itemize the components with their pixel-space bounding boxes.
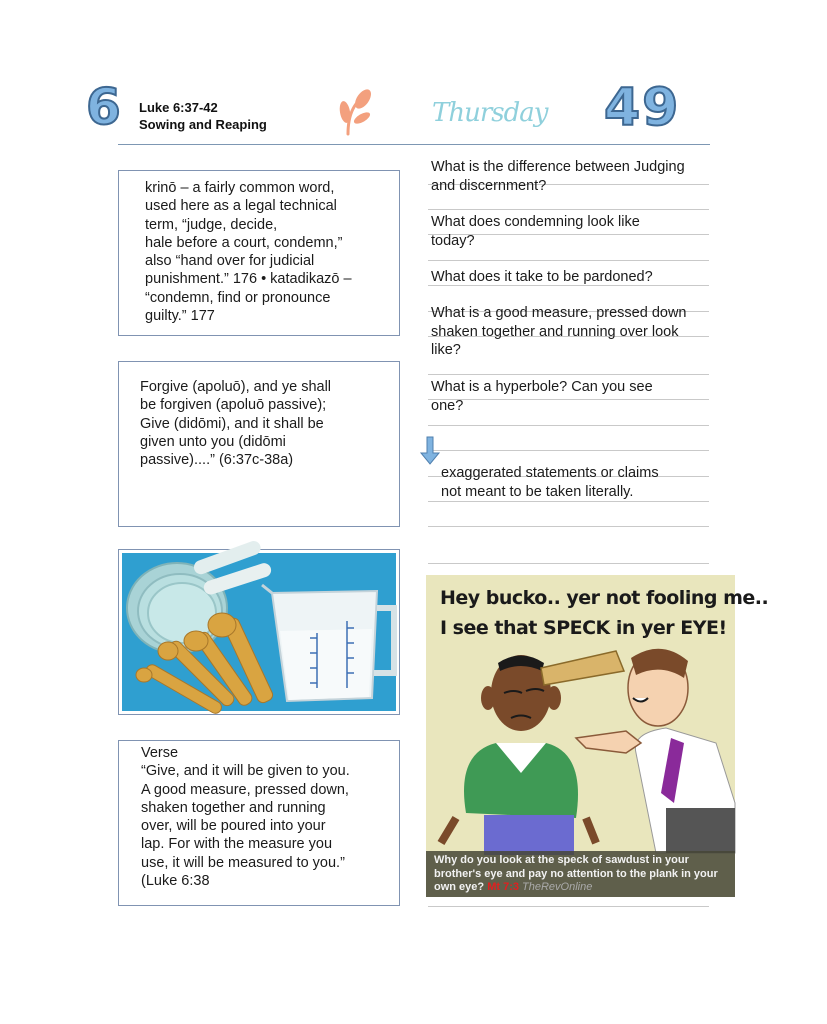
passage-heading (139, 99, 267, 133)
header-divider (118, 144, 710, 145)
day-name: Thursday (432, 98, 548, 128)
hyperbole-answer: exaggerated statements or claims not meant to be taken literally. (441, 465, 659, 500)
word-study-text: krinō – a fairly common word, used here as a legal technical term, “judge, decide, hale before a court, condemn,” also “hand over for judicial punishment.” 176 • katadikazō – “condemn, find or pronounce guilty.” 177 (145, 180, 352, 325)
ruled-line (428, 906, 709, 907)
verse-label: Verse (141, 745, 179, 761)
question-2: What does condemning look like today? (431, 214, 640, 249)
ruled-line (428, 425, 709, 426)
question-5: What is a hyperbole? Can you see one? (431, 379, 653, 414)
speck-plank-cartoon (426, 575, 769, 897)
ruled-line (428, 501, 709, 502)
ruled-line (428, 526, 709, 527)
question-3: What does it take to be pardoned? (431, 269, 653, 285)
question-4: What is a good measure, pressed down shaken together and running over look like? (431, 305, 687, 358)
verse-box (118, 740, 400, 906)
cartoon-title-line-1: Hey bucko.. yer not fooling me.. (440, 587, 769, 609)
measuring-cups-illustration (122, 553, 396, 711)
week-number: 6 (86, 78, 121, 136)
cartoon-signature: TheRevOnline (522, 881, 593, 893)
verse-text: “Give, and it will be given to you. A good measure, pressed down, shaken together and running over, will be poured into your lap. For with the measure you use, it will be measured to you.” (Luke 6:38 (141, 763, 350, 890)
leaf-sprig-icon (336, 88, 376, 136)
cartoon-caption-text: Why do you look at the speck of sawdust in your brother's eye and pay no attention to the plank in your own eye? (434, 854, 718, 893)
cartoon-illustration (426, 643, 735, 853)
measuring-cups-image (118, 549, 400, 715)
cartoon-caption (426, 851, 735, 897)
ruled-line (428, 209, 709, 210)
passage-title: Sowing and Reaping (139, 117, 267, 132)
down-arrow-icon (420, 436, 440, 466)
day-number: 49 (604, 78, 681, 138)
forgive-note-text: Forgive (apoluō), and ye shall be forgiven (apoluō passive); Give (didōmi), and it shall be given unto you (didōmi passive)....” (6:37c-38a) (140, 379, 332, 469)
verse-content (141, 744, 396, 890)
word-study-box (118, 170, 400, 336)
ruled-line (428, 374, 709, 375)
ruled-line (428, 450, 709, 451)
ruled-line (428, 563, 709, 564)
question-1: What is the difference between Judging and discernment? (431, 159, 685, 194)
forgive-note-box (118, 361, 400, 527)
ruled-line (428, 260, 709, 261)
scripture-reference: Luke 6:37-42 (139, 100, 218, 115)
cartoon-caption-reference: Mt 7:3 (487, 881, 519, 893)
cartoon-title-line-2: I see that SPECK in yer EYE! (440, 617, 727, 639)
